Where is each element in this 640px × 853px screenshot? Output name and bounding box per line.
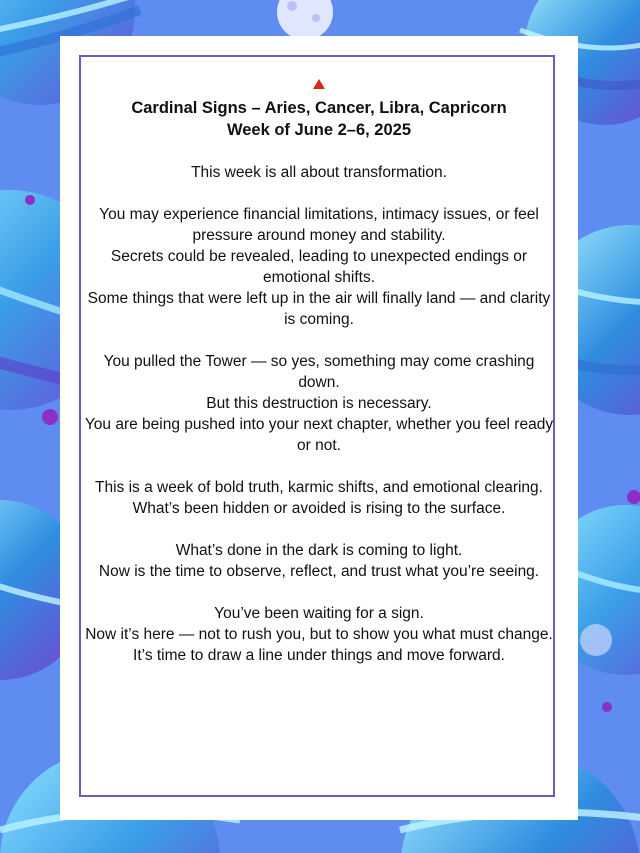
- post-card: [60, 36, 578, 820]
- card-content: [80, 79, 558, 666]
- paragraph-line: You’ve been waiting for a sign.: [214, 605, 424, 622]
- paragraph-line: Secrets could be revealed, leading to unexpected endings or emotional shifts.: [110, 248, 528, 286]
- paragraph-line: What’s been hidden or avoided is rising to the surface.: [132, 500, 506, 517]
- paragraph-line: You pulled the Tower — so yes, something may come crashing down.: [103, 353, 535, 391]
- paragraph-line: Now it’s here — not to rush you, but to show you what must change.: [85, 626, 553, 643]
- paragraph-line: It’s time to draw a line under things and move forward.: [133, 647, 505, 664]
- body-text: [80, 162, 558, 666]
- paragraph-line: But this destruction is necessary.: [206, 395, 432, 412]
- paragraph-line: Now is the time to observe, reflect, and trust what you’re seeing.: [98, 563, 540, 580]
- heading-line-1: Cardinal Signs – Aries, Cancer, Libra, Capricorn: [131, 99, 507, 117]
- paragraph-line: You may experience financial limitations, intimacy issues, or feel pressure around money and stability.: [99, 206, 539, 244]
- heading: [80, 97, 558, 141]
- paragraph-line: This week is all about transformation.: [191, 164, 447, 181]
- paragraph-line: You are being pushed into your next chapter, whether you feel ready or not.: [84, 416, 554, 454]
- paragraph-line: This is a week of bold truth, karmic shifts, and emotional clearing.: [95, 479, 543, 496]
- paragraph-line: Some things that were left up in the air will finally land — and clarity is coming.: [87, 290, 551, 328]
- red-triangle-icon: [313, 79, 325, 89]
- heading-line-2: Week of June 2–6, 2025: [226, 121, 412, 139]
- paragraph-line: What’s done in the dark is coming to light.: [175, 542, 463, 559]
